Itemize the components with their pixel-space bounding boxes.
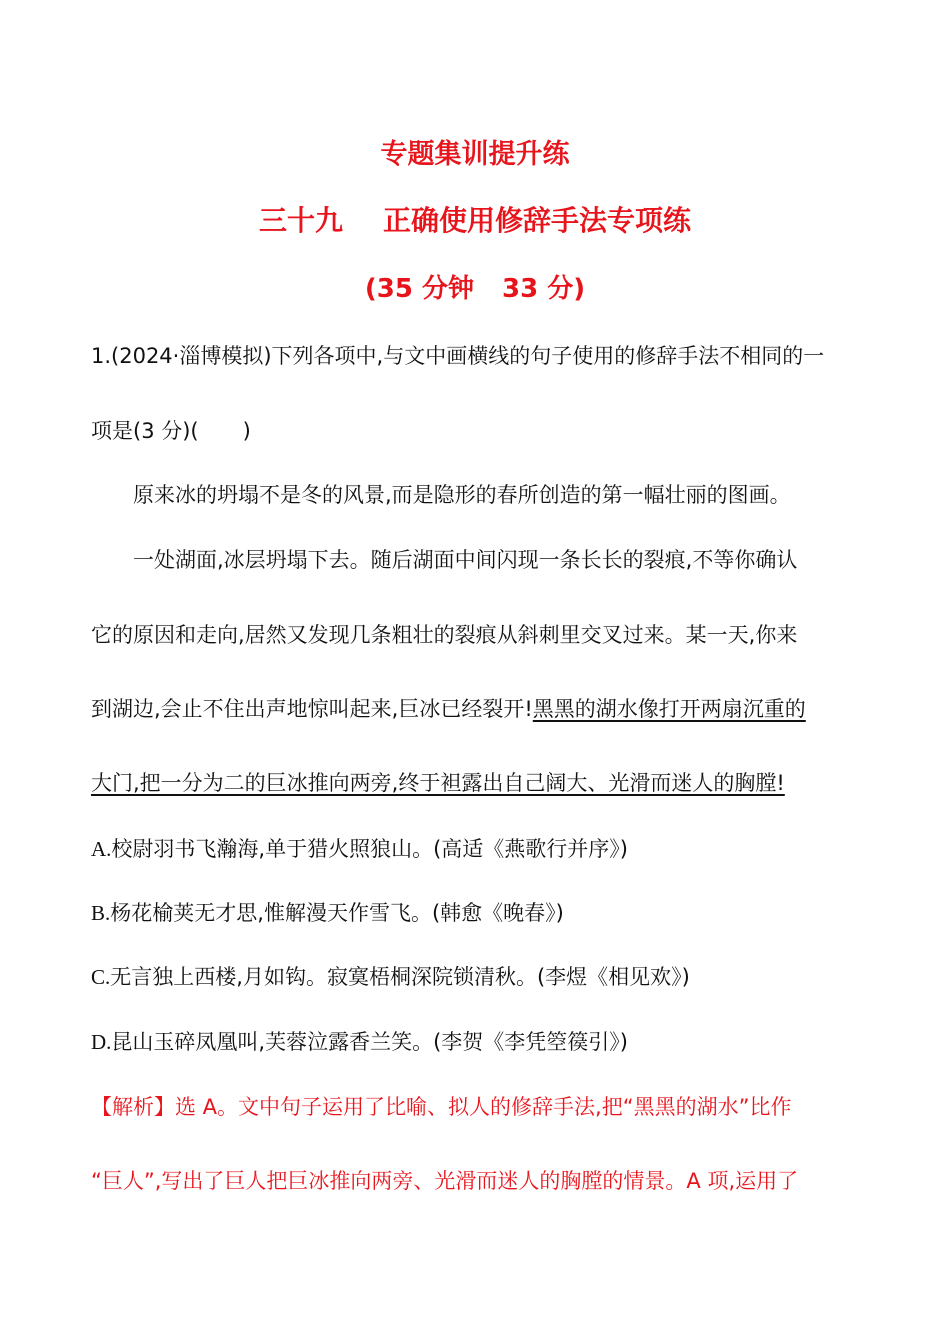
passage-paragraph-1: 原来冰的坍塌不是冬的风景,而是隐形的春所创造的第一幅壮丽的图画。 [133,483,791,507]
answer-blank-close: ) [242,419,251,443]
option-a-text: 校尉羽书飞瀚海,单于猎火照狼山。(高适《燕歌行并序》) [111,837,628,861]
option-d-letter: D. [91,1030,112,1054]
underlined-sentence-part-1: 黑黑的湖水像打开两扇沉重的 [532,697,806,721]
option-a-letter: A. [91,837,112,861]
analysis-line-1: 【解析】选 A。文中句子运用了比喻、拟人的修辞手法,把“黑黑的湖水”比作 [91,1095,792,1119]
time-score-line [0,268,950,305]
passage-paragraph-2-line-2: 它的原因和走向,居然又发现几条粗壮的裂痕从斜刺里交叉过来。某一天,你来 [91,623,798,647]
option-c-text: 无言独上西楼,月如钩。寂寞梧桐深院锁清秋。(李煜《相见欢》) [110,965,690,989]
option-c [91,962,690,992]
question-stem-line-2 [91,416,251,446]
option-d-text: 昆山玉碎凤凰叫,芙蓉泣露香兰笑。(李贺《李凭箜篌引》) [111,1030,628,1054]
analysis-line-2: “巨人”,写出了巨人把巨冰推向两旁、光滑而迷人的胸膛的情景。A 项,运用了 [91,1169,799,1193]
section-title: 正确使用修辞手法专项练 [383,204,692,237]
option-b [91,898,564,928]
option-d [91,1027,628,1057]
option-a [91,834,628,864]
passage-paragraph-2-line-3 [91,694,806,724]
section-number: 三十九 [258,204,343,237]
passage-paragraph-2-line-1: 一处湖面,冰层坍塌下去。随后湖面中间闪现一条长长的裂痕,不等你确认 [133,548,798,572]
option-c-letter: C. [91,965,111,989]
total-score: 33 分) [502,274,586,304]
question-stem-text: 项是(3 分)( [91,419,199,443]
underlined-sentence-part-2: 大门,把一分为二的巨冰推向两旁,终于袒露出自己阔大、光滑而迷人的胸膛! [91,771,785,795]
section-heading [0,199,950,239]
question-stem-line-1: 1.(2024·淄博模拟)下列各项中,与文中画横线的句子使用的修辞手法不相同的一 [91,344,825,368]
passage-plain-text: 到湖边,会止不住出声地惊叫起来,巨冰已经裂开! [91,697,533,721]
page-title: 专题集训提升练 [380,139,570,170]
option-b-letter: B. [91,901,111,925]
time-limit: (35 分钟 [364,274,474,304]
option-b-text: 杨花榆荚无才思,惟解漫天作雪飞。(韩愈《晚春》) [110,901,564,925]
